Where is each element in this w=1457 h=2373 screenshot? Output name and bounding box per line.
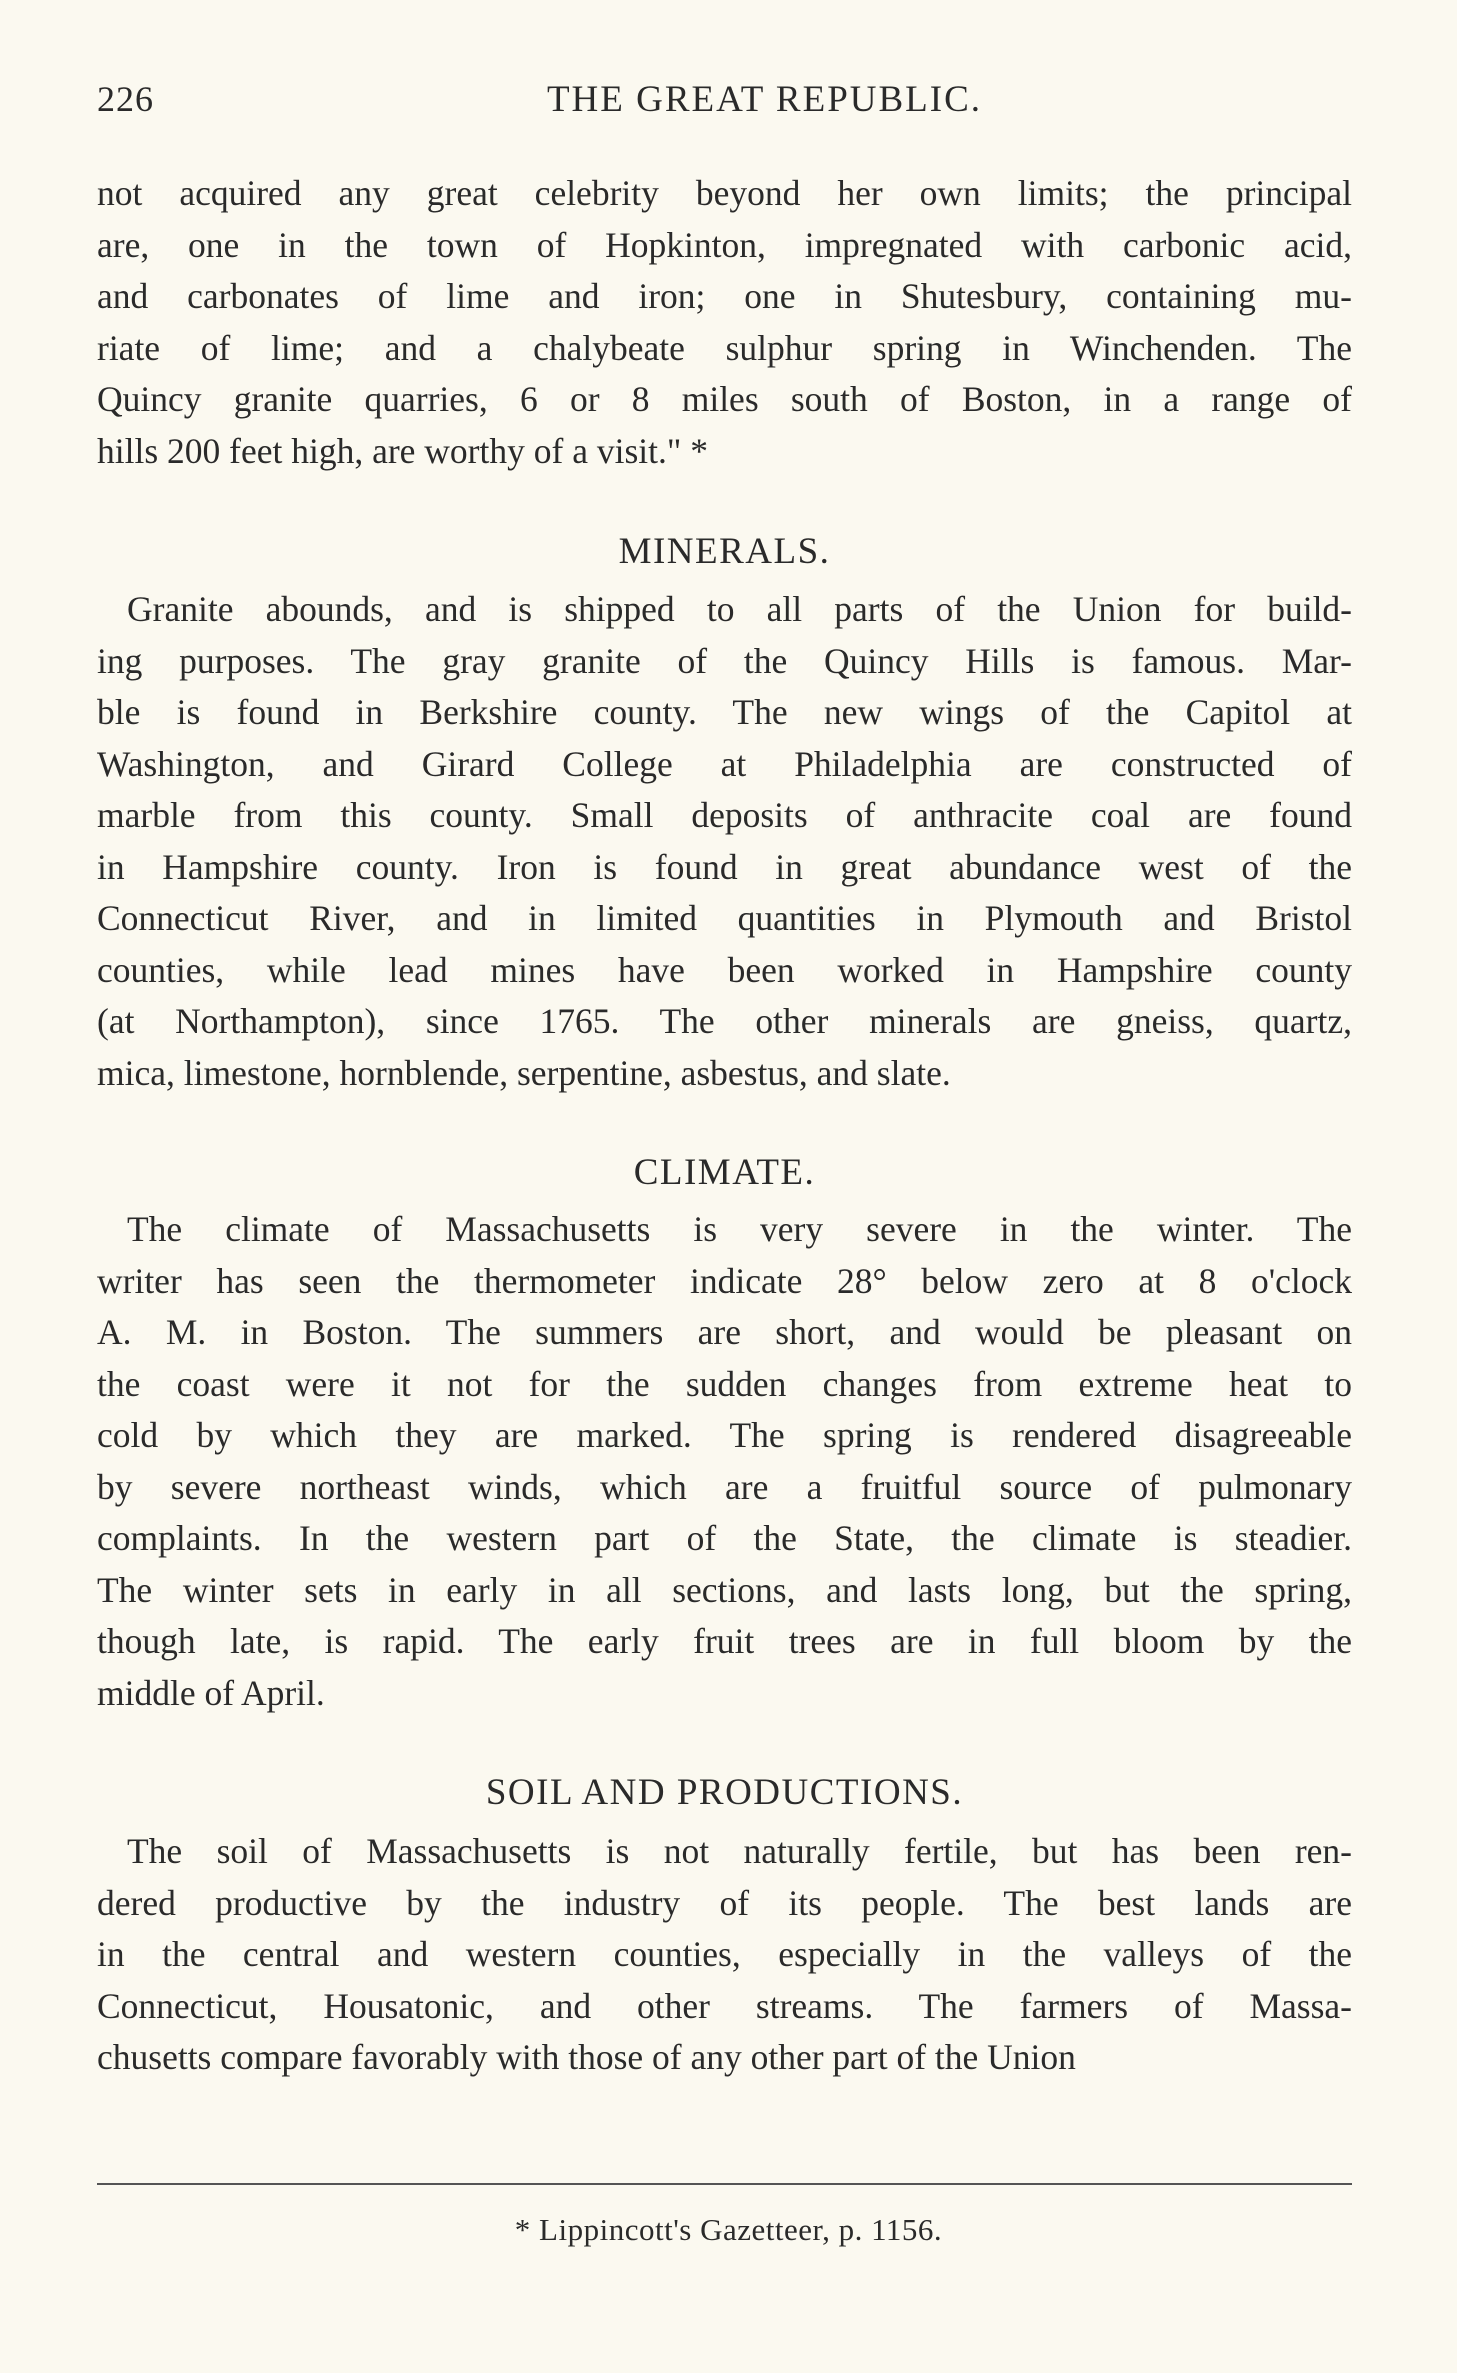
- climate-line: by severe northeast winds, which are a fruitful source of pulmonary: [97, 1466, 1352, 1507]
- soil-paragraph: [97, 1826, 1352, 2084]
- intro-line: Quincy granite quarries, 6 or 8 miles south of Boston, in a range of: [97, 379, 1352, 419]
- running-head: [97, 78, 1352, 128]
- climate-line: though late, is rapid. The early fruit trees are in full bloom by the: [97, 1621, 1352, 1661]
- minerals-line: Washington, and Girard College at Philadelphia are constructed of: [97, 743, 1352, 784]
- climate-line: The winter sets in early in all sections, and lasts long, but the spring,: [97, 1569, 1352, 1610]
- section-heading-climate: CLIMATE.: [633, 1152, 816, 1193]
- body-text: [97, 168, 1352, 2084]
- soil-line: dered productive by the industry of its people. The best lands are: [97, 1882, 1352, 1923]
- page-number: 226: [97, 79, 154, 119]
- minerals-line: (at Northampton), since 1765. The other minerals are gneiss, quartz,: [97, 1001, 1352, 1041]
- soil-line: Connecticut, Housatonic, and other streams. The farmers of Massa-: [97, 1985, 1352, 2026]
- footnote-rule: [97, 2183, 1352, 2185]
- minerals-line: in Hampshire county. Iron is found in great abundance west of the: [97, 846, 1352, 887]
- minerals-line: ing purposes. The gray granite of the Quincy Hills is famous. Mar-: [97, 640, 1352, 681]
- climate-line: complaints. In the western part of the State, the climate is steadier.: [97, 1518, 1352, 1558]
- minerals-line: mica, limestone, hornblende, serpentine, asbestus, and slate.: [97, 1052, 951, 1093]
- minerals-line: ble is found in Berkshire county. The new wings of the Capitol at: [97, 692, 1352, 732]
- minerals-paragraph: [97, 584, 1352, 1099]
- minerals-line: Granite abounds, and is shipped to all parts of the Union for build-: [127, 589, 1352, 629]
- intro-line: are, one in the town of Hopkinton, impregnated with carbonic acid,: [97, 224, 1352, 265]
- minerals-line: counties, while lead mines have been worked in Hampshire county: [97, 949, 1352, 990]
- climate-line: cold by which they are marked. The spring is rendered disagreeable: [97, 1415, 1352, 1455]
- climate-line: writer has seen the thermometer indicate 28° below zero at 8 o'clock: [97, 1260, 1352, 1301]
- climate-line: A. M. in Boston. The summers are short, and would be pleasant on: [97, 1312, 1352, 1352]
- intro-line: not acquired any great celebrity beyond her own limits; the principal: [97, 173, 1352, 213]
- minerals-line: marble from this county. Small deposits of anthracite coal are found: [97, 795, 1352, 835]
- intro-line: and carbonates of lime and iron; one in Shutesbury, containing mu-: [97, 276, 1352, 316]
- climate-line: The climate of Massachusetts is very severe in the winter. The: [127, 1209, 1352, 1249]
- intro-line: riate of lime; and a chalybeate sulphur spring in Winchenden. The: [97, 327, 1352, 368]
- minerals-line: Connecticut River, and in limited quantities in Plymouth and Bristol: [97, 898, 1352, 938]
- climate-line: middle of April.: [97, 1672, 325, 1713]
- intro-paragraph: [97, 168, 1352, 477]
- soil-line: chusetts compare favorably with those of any other part of the Union: [97, 2037, 1076, 2077]
- section-heading-soil: SOIL AND PRODUCTIONS.: [485, 1772, 964, 1813]
- climate-paragraph: [97, 1204, 1352, 1719]
- footnote: * Lippincott's Gazetteer, p. 1156.: [514, 2212, 943, 2247]
- climate-line: the coast were it not for the sudden changes from extreme heat to: [97, 1363, 1352, 1404]
- running-title: THE GREAT REPUBLIC.: [546, 79, 983, 120]
- intro-line: hills 200 feet high, are worthy of a visit." *: [97, 430, 708, 471]
- soil-line: The soil of Massachusetts is not naturally fertile, but has been ren-: [127, 1831, 1352, 1871]
- soil-line: in the central and western counties, especially in the valleys of the: [97, 1934, 1352, 1974]
- section-heading-minerals: MINERALS.: [618, 531, 831, 572]
